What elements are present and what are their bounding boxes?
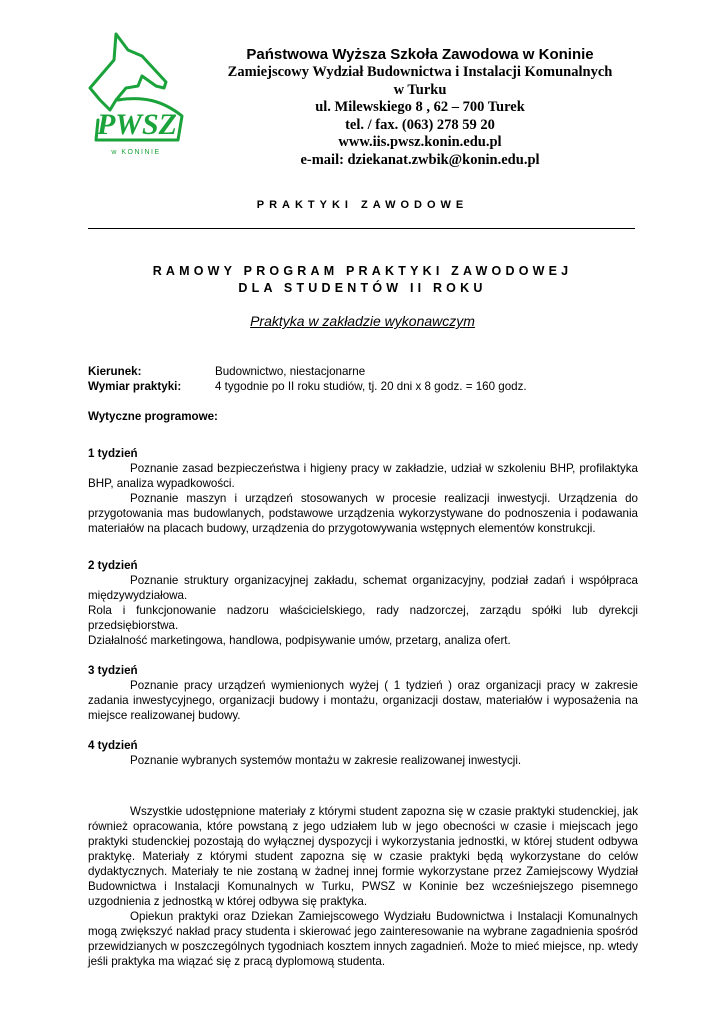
guidelines-heading: Wytyczne programowe: <box>88 410 218 423</box>
phone: tel. / fax. (063) 278 59 20 <box>345 116 495 133</box>
section-label: PRAKTYKI ZAWODOWE <box>256 199 469 211</box>
title-line-1: RAMOWY PROGRAM PRAKTYKI ZAWODOWEJ <box>152 264 573 278</box>
week-2-paragraph-1: Poznanie struktury organizacyjnej zakładu, schemat organizacyjny, podział zadań i współpraca międzywydziałowa. <box>88 574 638 602</box>
wymiar-row <box>88 379 638 394</box>
week-3-paragraph-1: Poznanie pracy urządzeń wymienionych wyżej ( 1 tydzień ) oraz organizacji pracy w zakresie zadania inwestycyjnego, organizacji budowy i montażu, organizacji dostaw, materiałów i wyposażenia na miejsce realizowanej budowy. <box>88 679 638 722</box>
kierunek-row <box>88 364 638 379</box>
logo-letters: PWSZ <box>96 108 178 141</box>
week-3-title: 3 tydzień <box>88 664 138 677</box>
faculty-city: w Turku <box>393 81 447 98</box>
closing-paragraph-1: Wszystkie udostępnione materiały z którymi student zapozna się w czasie praktyki studenckiej, jak również opracowania, które powstaną z jego udziałem lub w jego obecności w czasie i miejscach jego praktyki studenckiej pozostają do wyłącznej dyspozycji i wykorzystania jednostki, w której student odbywa praktykę. Materiały z którymi student zapozna się w czasie praktyki będą wykorzystane do celów dydaktycznych. Materiały te nie zostaną w żadnej innej formie wykorzystane przez Zamiejscowy Wydział Budownictwa i Instalacji Komunalnych w Turku, PWSZ w Koninie bez wcześniejszego pisemnego uzgodnienia z jednostką w której odbywa się praktyka. <box>88 805 638 908</box>
faculty-name: Zamiejscowy Wydział Budownictwa i Instalacji Komunalnych <box>227 64 613 80</box>
horizontal-rule <box>88 228 635 229</box>
week-2-paragraph-3: Działalność marketingowa, handlowa, podpisywanie umów, przetarg, analiza ofert. <box>88 634 511 647</box>
document-body <box>88 364 638 969</box>
title-line-2: DLA STUDENTÓW II ROKU <box>238 281 487 295</box>
pwsz-logo <box>82 30 192 160</box>
document-title <box>0 263 725 297</box>
document-subtitle: Praktyka w zakładzie wykonawczym <box>250 313 475 329</box>
week-1-paragraph-2: Poznanie maszyn i urządzeń stosowanych w procesie realizacji inwestycji. Urządzenia do przygotowania mas budowlanych, podstawowe urządzenia wykorzystywane do podnoszenia i podawania materiałów na placach budowy, urządzenia do przygotowywania wstępnych elementów konstrukcji. <box>88 492 638 535</box>
week-2-title: 2 tydzień <box>88 559 138 572</box>
week-1-title: 1 tydzień <box>88 447 138 460</box>
kierunek-label: Kierunek: <box>88 365 142 378</box>
week-4-title: 4 tydzień <box>88 739 138 752</box>
week-4-paragraph-1: Poznanie wybranych systemów montażu w zakresie realizowanej inwestycji. <box>130 754 522 767</box>
week-2-paragraph-2: Rola i funkcjonowanie nadzoru właścicielskiego, rady nadzorczej, zarządu spółki lub dyrekcji przedsiębiorstwa. <box>88 604 638 632</box>
week-1-paragraph-1: Poznanie zasad bezpieczeństwa i higieny pracy w zakładzie, udział w szkoleniu BHP, profilaktyka BHP, analiza wypadkowości. <box>88 462 638 490</box>
institution-header <box>200 45 640 169</box>
wymiar-value: 4 tygodnie po II roku studiów, tj. 20 dni x 8 godz. = 160 godz. <box>215 380 527 393</box>
logo-caption: w KONINIE <box>111 149 161 156</box>
website: www.iis.pwsz.konin.edu.pl <box>338 134 502 150</box>
email: e-mail: dziekanat.zwbik@konin.edu.pl <box>300 151 540 168</box>
wymiar-label: Wymiar praktyki: <box>88 380 182 393</box>
kierunek-value: Budownictwo, niestacjonarne <box>215 365 366 378</box>
closing-paragraph-2: Opiekun praktyki oraz Dziekan Zamiejscowego Wydziału Budownictwa i Instalacji Komunalnych mogą zwiększyć nakład pracy studenta i skierować jego zainteresowanie na wybrane zagadnienia spośród przewidzianych w poszczególnych tygodniach kosztem innych zagadnień. Może to mieć miejsce, np. wtedy jeśli praktyka ma wiązać się z pracą dyplomową studenta. <box>88 910 638 968</box>
address: ul. Milewskiego 8 , 62 – 700 Turek <box>315 99 525 115</box>
horse-logo-icon <box>82 30 192 160</box>
institution-name: Państwowa Wyższa Szkoła Zawodowa w Koninie <box>246 46 594 63</box>
